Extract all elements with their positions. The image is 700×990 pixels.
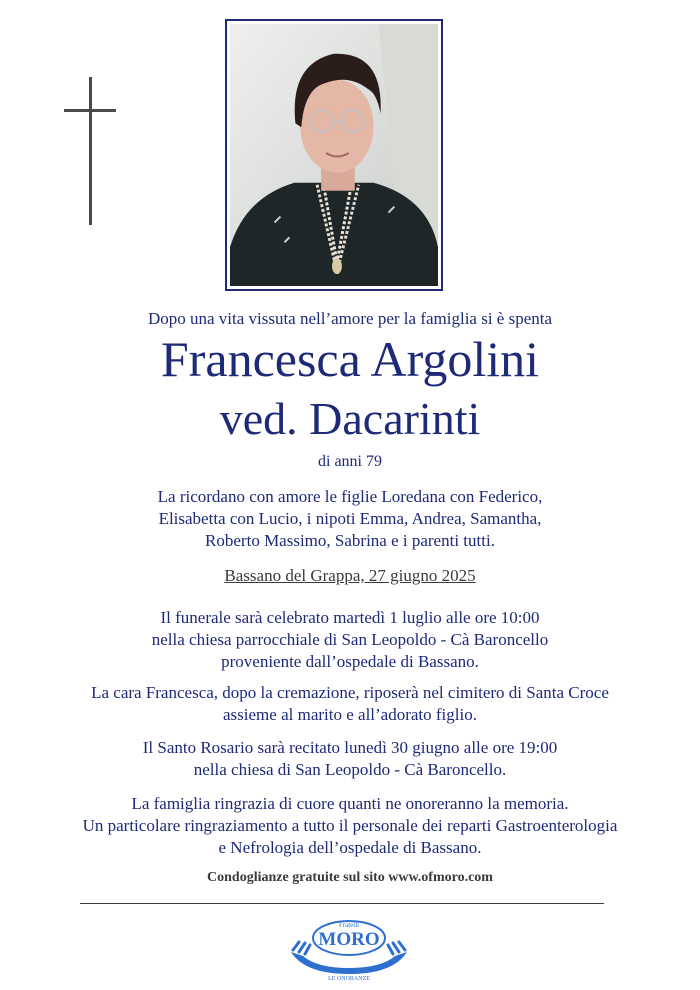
portrait-frame <box>225 19 443 291</box>
family-line: La ricordano con amore le figlie Loredana con Federico, <box>157 487 543 506</box>
cremation-line: La cara Francesca, dopo la cremazione, riposerà nel cimitero di Santa Croce <box>91 683 609 702</box>
cross-horizontal-bar <box>64 109 116 112</box>
rosary-line: Il Santo Rosario sarà recitato lunedì 30 giugno alle ore 19:00 <box>142 738 558 757</box>
divider-line <box>80 903 604 904</box>
portrait-photo <box>230 24 438 286</box>
rosary-line: nella chiesa di San Leopoldo - Cà Baroncello. <box>193 760 507 779</box>
moro-logo <box>285 912 413 982</box>
logo-top-text: Fratelli <box>338 921 360 929</box>
thanks-line: e Nefrologia dell’ospedale di Bassano. <box>218 838 482 857</box>
logo-bottom-text: LE ONORANZE <box>328 976 370 982</box>
funeral-line: proveniente dall’ospedale di Bassano. <box>221 652 479 671</box>
place-date-text: Bassano del Grappa, 27 giugno 2025 <box>224 566 476 585</box>
intro-text: Dopo una vita vissuta nell’amore per la famiglia si è spenta <box>147 309 553 328</box>
deceased-married-name: ved. Dacarinti <box>219 393 481 444</box>
place-date <box>0 566 700 586</box>
cremation-line: assieme al marito e all’adorato figlio. <box>223 705 477 724</box>
cross-vertical-bar <box>89 77 92 225</box>
funeral-paragraph <box>0 607 700 673</box>
logo-main-text: MORO <box>318 929 380 950</box>
deceased-name: Francesca Argolini <box>160 331 540 387</box>
thanks-line: Un particolare ringraziamento a tutto il personale dei reparti Gastroenterologia <box>82 816 618 835</box>
thanks-line: La famiglia ringrazia di cuore quanti ne onoreranno la memoria. <box>131 794 569 813</box>
funeral-line: Il funerale sarà celebrato martedì 1 luglio alle ore 10:00 <box>160 608 540 627</box>
family-line: Elisabetta con Lucio, i nipoti Emma, Andrea, Samantha, <box>158 509 542 528</box>
thanks-paragraph <box>0 793 700 859</box>
age-text: di anni 79 <box>318 453 382 470</box>
family-paragraph <box>0 486 700 552</box>
condolences-text: Condoglianze gratuite sul sito www.ofmoro.com <box>207 870 493 885</box>
family-line: Roberto Massimo, Sabrina e i parenti tutti. <box>205 531 495 550</box>
funeral-line: nella chiesa parrocchiale di San Leopoldo - Cà Baroncello <box>151 630 549 649</box>
rosary-paragraph <box>0 737 700 781</box>
cremation-paragraph <box>0 682 700 726</box>
